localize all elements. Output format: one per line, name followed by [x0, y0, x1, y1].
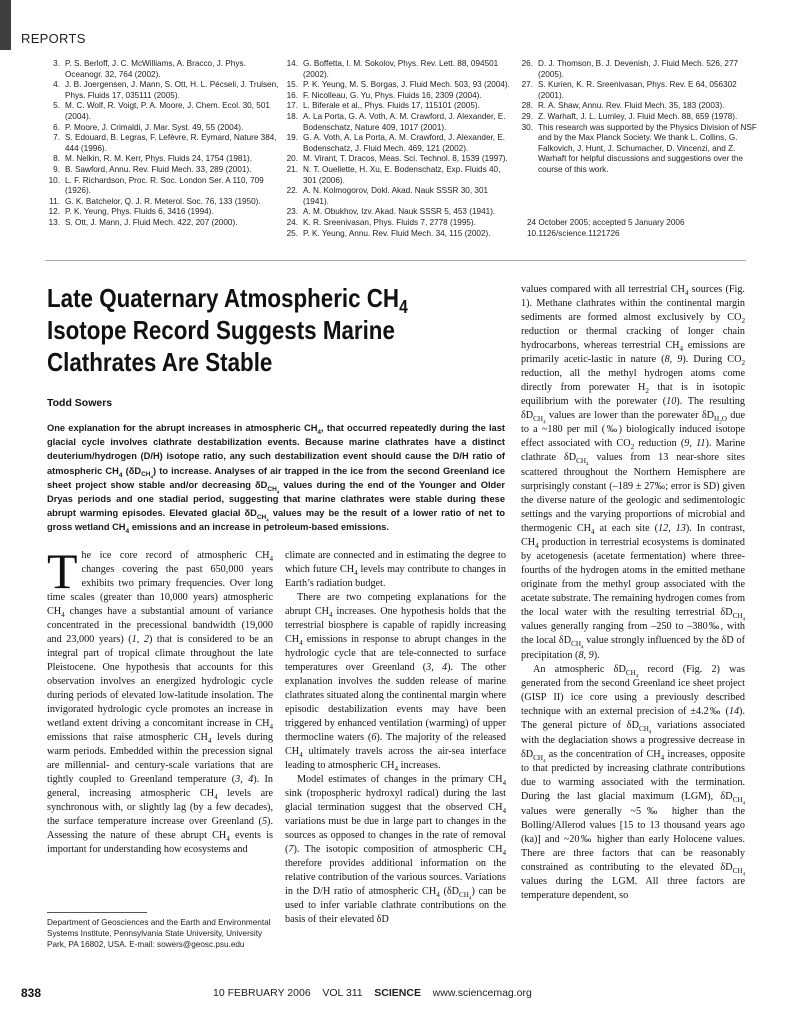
- reference-number: 12.: [48, 207, 60, 217]
- reference-text: P. K. Yeung, Annu. Rev. Fluid Mech. 34, 115 (2002).: [303, 228, 491, 238]
- reference-number: 14.: [286, 59, 298, 68]
- reference-text: M. Nelkin, R. M. Kerr, Phys. Fluids 24, 1754 (1981).: [65, 154, 253, 164]
- reference-text: S. Kurien, K. R. Sreenivasan, Phys. Rev. E 64, 056302 (2001).: [538, 80, 737, 100]
- reference-number: 10.: [48, 175, 60, 185]
- reference-item: [45, 101, 285, 122]
- drop-cap: T: [47, 543, 78, 599]
- reference-number: 21.: [286, 164, 298, 174]
- reference-number: 26.: [521, 59, 533, 68]
- reference-number: 30.: [521, 122, 533, 132]
- reference-text: G. Boffetta, I. M. Sokolov, Phys. Rev. Lett. 88, 094501 (2002).: [303, 59, 499, 79]
- reference-item: [283, 80, 511, 91]
- journal-name: SCIENCE: [374, 987, 421, 999]
- abstract: One explanation for the abrupt increases in atmospheric $CH_4$, that occurred repeatedly during the last glacial cycle involves clathrate destabilization events. Because marine clathrates have a distinct deuterium/hydrogen (D/H) isotope ratio, any such destabilization event should cause the D/H ratio of atmospheric $CH_4$ $(\delta D_{CH_4})$ to increase. Analyses of air trapped in the ice from the second Greenland ice sheet project show stable and/or decreasing $\delta D_{CH_4}$ values during the end of the Younger and Older Dryas periods and one stadial period, suggesting that marine clathrates were stable during these abrupt warming episodes. Elevated glacial $\delta D_{CH_4}$ values may be the result of a lower ratio of net to gross wetland $CH_4$ emissions and an increase in petroleum-based emissions.: [47, 423, 506, 536]
- reference-number: 8.: [53, 154, 60, 164]
- body-column-right: values compared with all terrestrial $CH_4$ sources (Fig. 1). Methane clathrates within the continental margin sediments are formed almost exclusively by $CO_2$ reduction or thermal cracking of longer chain hydrocarbons, whereas terrestrial $CH_4$ emissions are primarily acetic-lastic in nature (8, 9). During $CO_2$ reduction, all the methyl hydrogen atoms come directly from porewater $H_2$ that is in isotopic equilibrium with the porewater (10). The resulting $\delta D_{CH_4}$ values are lower than the porewater $\delta D_{H_2O}$ due to a ~180 per mil (‰) biologically induced isotope effect associated with $CO_2$ reduction (9, 11). Marine clathrate $\delta D_{CH_4}$ values from 13 near-shore sites scattered throughout the Northern Hemisphere are surprisingly constant (–189 ± 27‰; error is SD) given the diverse nature of the geologic and sedimentologic settings and the varying proportions of microbial and thermogenic $CH_4$ at each site (12, 13). In contrast, $CH_4$ production in terrestrial ecosystems is dominated by acetogenesis (acetate fermentation) where three-fourths of the hydrogen atoms in the emitted methane originate from the methyl group associated with the acetate substrate. The remaining hydrogen comes from the local water with the resulting terrestrial $\delta D_{CH_4}$ values generally ranging from –250 to –380‰, with the local $\delta D_{CH_4}$ value strongly influenced by the δD of precipitation (8, 9). An atmospheric $\delta D_{CH_4}$ record (Fig. 2) was generated from the second Greenland ice sheet project (GISP II) ice core using a previously described technique with an external precision of ±4.2‰ (14). The general picture of $\delta D_{CH_4}$ variations associated with the deglaciation shows a progressive decrease in $\delta D_{CH_4}$ as the concentration of $CH_4$ increases, opposite to that predicted by increasing clathrate contributions due to warming associated with the termination. During the last glacial maximum (LGM), $\delta D_{CH_4}$ values were generally ~5‰ higher than the Bolling/Allerod values [15 to 13 thousand years ago (ka)] and ~20‰ higher than early Holocene values. There are three factors that can be reasonably constrained as contributing to the elevated $\delta D_{CH_4}$ values during the LGM. All three factors are temperature dependent, so: [521, 284, 746, 902]
- reference-number: 18.: [286, 111, 298, 121]
- reference-text: G. K. Batchelor, Q. J. R. Meterol. Soc. 76, 133 (1950).: [65, 196, 261, 206]
- reference-text: D. J. Thomson, B. J. Devenish, J. Fluid Mech. 526, 277 (2005).: [538, 59, 739, 79]
- reference-number: 7.: [53, 133, 60, 143]
- reference-number: 28.: [521, 101, 533, 111]
- title-line-1: Late Quaternary Atmospheric CH: [47, 283, 400, 313]
- reference-text: G. A. Voth, A. La Porta, A. M. Crawford, J. Alexander, E. Bodenschatz, J. Fluid Mech. 469, 121 (2002).: [303, 133, 506, 153]
- reference-text: F. Nicolleau, G. Yu, Phys. Fluids 16, 2309 (2004).: [303, 90, 482, 100]
- reference-item: [518, 123, 758, 176]
- reference-number: 13.: [48, 217, 60, 227]
- references-column-3: [518, 59, 758, 176]
- divider: [45, 260, 746, 261]
- reference-item: [45, 218, 285, 229]
- reference-text: M. Virant, T. Dracos, Meas. Sci. Technol. 8, 1539 (1997).: [303, 154, 508, 164]
- reference-item: [45, 165, 285, 176]
- body-column-middle: climate are connected and in estimating the degree to which future $CH_4$ levels may contribute to changes in Earth’s radiation budget. There are two competing explanations for the abrupt $CH_4$ increases. One hypothesis holds that the terrestrial biosphere is capable of rapidly increasing $CH_4$ emissions in response to abrupt changes in the hydrologic cycle that are tele-connected to surface temperatures over Greenland (3, 4). The other explanation involves the sudden release of marine clathrates situated along the continental margin where episodic destabilization events may have been triggered by enhanced ventilation (warming) of upper thermocline waters (6). The majority of the released $CH_4$ ultimately travels across the air-sea interface leading to atmospheric $CH_4$ increases. Model estimates of changes in the primary $CH_4$ sink (tropospheric hydroxyl radical) during the last glacial termination suggest that the observed $CH_4$ variations must be due in large part to changes in the sources as opposed to changes in the rate of removal (7). The isotopic composition of atmospheric $CH_4$ therefore provides additional information on the relative contribution of the various sources. Variations in the D/H ratio of atmospheric $CH_4$ $(\delta D_{CH_4})$ can be used to infer variable clathrate contributions on the basis of their elevated δD: [285, 550, 507, 926]
- reference-item: [518, 101, 758, 112]
- reference-item: [283, 229, 511, 240]
- references-column-1: [45, 59, 285, 229]
- reference-text: R. A. Shaw, Annu. Rev. Fluid Mech. 35, 183 (2003).: [538, 101, 725, 111]
- reference-text: S. Edouard, B. Legras, F. Lefèvre, R. Eymard, Nature 384, 444 (1996).: [65, 133, 277, 153]
- reference-text: P. K. Yeung, M. S. Borgas, J. Fluid Mech. 503, 93 (2004).: [303, 80, 510, 90]
- page-number: 838: [21, 986, 42, 1000]
- reference-number: 6.: [53, 122, 60, 132]
- reference-text: N. T. Ouellette, H. Xu, E. Bodenschatz, Exp. Fluids 40, 301 (2006).: [303, 164, 501, 185]
- reference-text: L. Biferale et al., Phys. Fluids 17, 115101 (2005).: [303, 101, 480, 111]
- reference-text: A. M. Obukhov, Izv. Akad. Nauk SSSR 5, 453 (1941).: [303, 207, 496, 217]
- reference-text: J. B. Joergensen, J. Mann, S. Ott, H. L. Pécseli, J. Trulsen, Phys. Fluids 17, 035111 (2005).: [65, 80, 279, 100]
- reference-text: A. N. Kolmogorov, Dokl. Akad. Nauk SSSR 30, 301 (1941).: [303, 186, 489, 206]
- reference-number: 25.: [286, 228, 298, 238]
- reference-text: L. F. Richardson, Proc. R. Soc. London Ser. A 110, 709 (1926).: [65, 175, 264, 196]
- body-column-left: The ice core record of atmospheric $CH_4$ changes covering the past 650,000 years exhibits two primary frequencies. Over long time scales (greater than 10,000 years) atmospheric $CH_4$ changes have a substantial amount of variance concentrated in the precessional bandwidth (19,000 and 23,000 years) (1, 2) that is considered to be an integral part of tropical climate throughout the late Pleistocene. One hypothesis that accounts for this observation involves an energized hydrologic cycle during periods of elevated low-latitude insolation. The invigorated hydrologic cycle promotes an increase in wetland extent driving a concomitant increase in $CH_4$ emissions that raise atmospheric $CH_4$ levels during warm periods. Embedded within the precession signal are millennial- and century-scale variations that are tightly coupled to Greenland temperature (3, 4). In general, increasing atmospheric $CH_4$ levels are synchronous with, or slightly lag (by a few decades), the surface temperature increase over Greenland (5). Assessing the nature of these abrupt $CH_4$ events is important for understanding how ecosystems and: [47, 543, 274, 855]
- reference-item: [45, 80, 285, 101]
- running-footer: [213, 987, 532, 999]
- reference-number: 17.: [286, 101, 298, 111]
- reference-item: [45, 59, 285, 80]
- reference-item: [45, 197, 285, 208]
- reference-number: 3.: [53, 59, 60, 68]
- section-label: REPORTS: [21, 31, 86, 46]
- reference-text: P. K. Yeung, Phys. Fluids 6, 3416 (1994).: [65, 207, 214, 217]
- reference-text: K. R. Sreenivasan, Phys. Fluids 7, 2778 (1995).: [303, 217, 476, 227]
- reference-item: [518, 80, 758, 101]
- reference-number: 11.: [49, 196, 60, 206]
- reference-text: S. Ott, J. Mann, J. Fluid Mech. 422, 207 (2000).: [65, 217, 238, 227]
- reference-item: [283, 186, 511, 207]
- reference-number: 19.: [286, 133, 298, 143]
- references-column-2: [283, 59, 511, 239]
- reference-item: [283, 165, 511, 186]
- reference-item: [45, 207, 285, 218]
- title-line-3: Clathrates Are Stable: [47, 347, 273, 377]
- reference-item: [283, 207, 511, 218]
- reference-item: [283, 59, 511, 80]
- volume: VOL 311: [322, 987, 363, 999]
- footnote-rule: [47, 912, 147, 913]
- reference-number: 29.: [521, 111, 533, 121]
- reference-text: This research was supported by the Physics Division of NSF and by the Max Planck Society. We thank L. Collins, G. Falkovich, J. Hunt, J. Schumacher, D. Vincenzi, and Z. Warhaft for helpful discussions and suggestions over the course of this work.: [538, 122, 757, 174]
- journal-url: www.sciencemag.org: [432, 987, 532, 999]
- reference-item: [283, 112, 511, 133]
- reference-item: [518, 59, 758, 80]
- reference-item: [45, 176, 285, 197]
- doi: 10.1126/science.1121726: [527, 228, 620, 238]
- reference-text: B. Sawford, Annu. Rev. Fluid Mech. 33, 289 (2001).: [65, 164, 252, 174]
- author: Todd Sowers: [47, 397, 113, 409]
- reference-text: Z. Warhaft, J. L. Lumley, J. Fluid Mech. 88, 659 (1978).: [538, 111, 738, 121]
- reference-item: [283, 101, 511, 112]
- reference-item: [45, 123, 285, 134]
- reference-number: 15.: [286, 80, 298, 90]
- reference-number: 9.: [53, 164, 60, 174]
- section-bar: [0, 0, 11, 50]
- reference-item: [518, 112, 758, 123]
- reference-item: [45, 133, 285, 154]
- title-line-2: Isotope Record Suggests Marine: [47, 315, 395, 345]
- reference-item: [283, 154, 511, 165]
- reference-text: A. La Porta, G. A. Voth, A. M. Crawford, J. Alexander, E. Bodenschatz, Nature 409, 1017 (2001).: [303, 111, 506, 132]
- reference-item: [283, 91, 511, 102]
- reference-number: 22.: [286, 186, 298, 196]
- reference-number: 20.: [286, 154, 298, 164]
- article-title: Late Quaternary Atmospheric $CH_4$ Isotope Record Suggests Marine Clathrates Are Stable: [47, 282, 494, 378]
- reference-number: 16.: [286, 90, 298, 100]
- reference-item: [283, 218, 511, 229]
- reference-text: P. S. Berloff, J. C. McWilliams, A. Bracco, J. Phys. Oceanogr. 32, 764 (2002).: [65, 59, 246, 79]
- reference-number: 4.: [53, 80, 60, 90]
- publication-dates: [527, 218, 685, 239]
- reference-text: M. C. Wolf, R. Voigt, P. A. Moore, J. Chem. Ecol. 30, 501 (2004).: [65, 101, 270, 121]
- reference-number: 23.: [286, 207, 298, 217]
- received-accepted: 24 October 2005; accepted 5 January 2006: [527, 218, 685, 227]
- reference-number: 24.: [286, 217, 298, 227]
- reference-text: P. Moore, J. Crimaldi, J. Mar. Syst. 49, 55 (2004).: [65, 122, 244, 132]
- reference-number: 5.: [53, 101, 60, 111]
- reference-item: [283, 133, 511, 154]
- issue-date: 10 FEBRUARY 2006: [213, 987, 311, 999]
- reference-number: 27.: [521, 80, 533, 90]
- reference-item: [45, 154, 285, 165]
- author-affiliation: Department of Geosciences and the Earth and Environmental Systems Institute, Pennsylvania State University, University Park, PA 16802, USA. E-mail: sowers@geosc.psu.edu: [47, 918, 271, 949]
